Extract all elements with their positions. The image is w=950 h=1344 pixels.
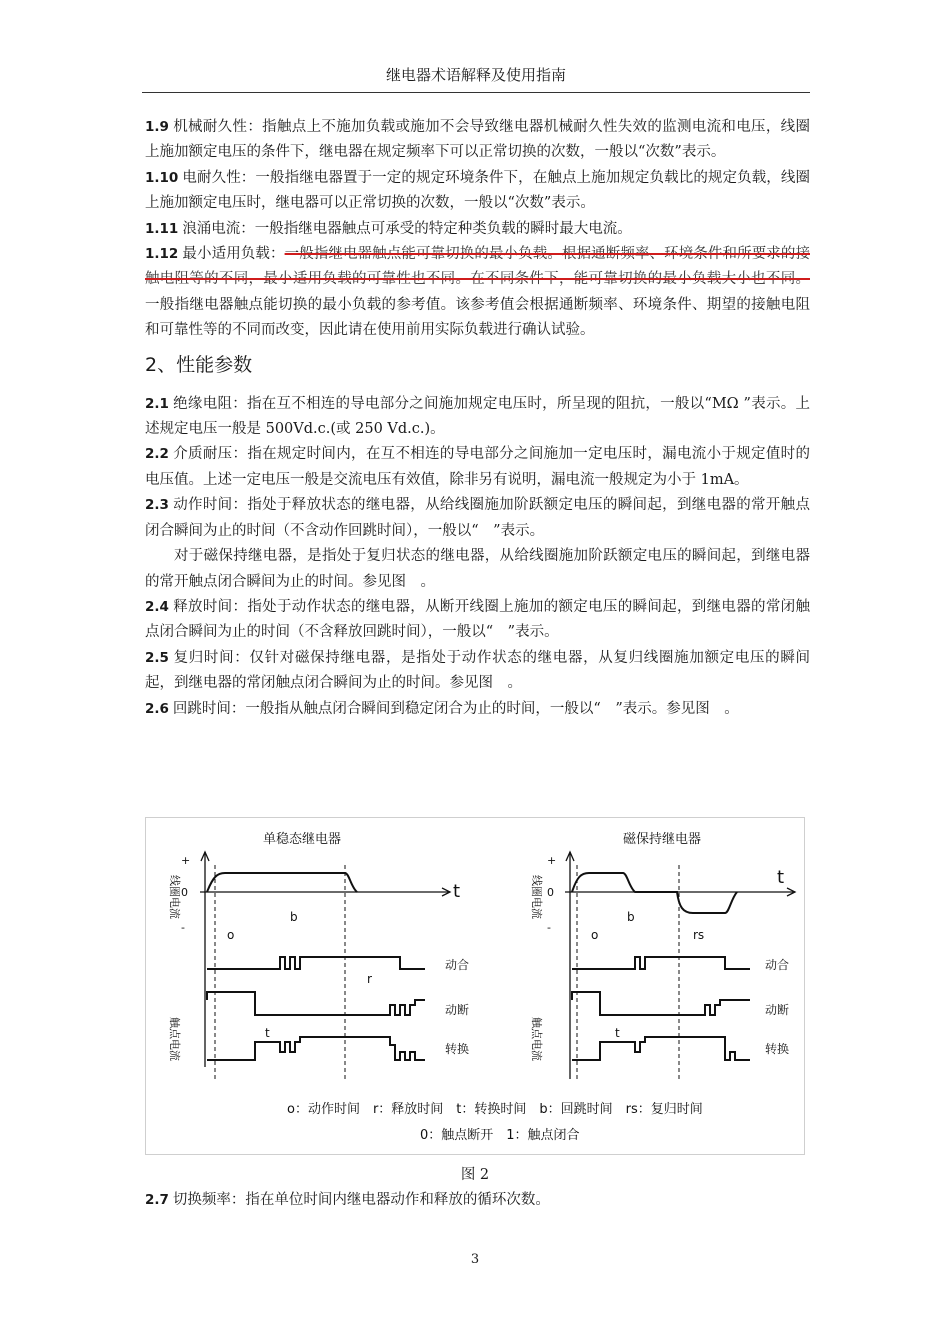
right-changeover-label: 转换 [765, 1042, 790, 1056]
left-b-label: b [290, 910, 298, 924]
para-text: 浪涌电流：一般指继电器触点可承受的特定种类负载的瞬时最大电流。 [182, 220, 632, 237]
para-number: 2.3 [145, 497, 169, 514]
right-minus-label: - [547, 921, 551, 934]
para-number: 2.4 [145, 598, 169, 615]
right-coil-current-label: 线圈电流 [530, 875, 543, 919]
para-1-12 [145, 242, 810, 344]
para-2-3 [145, 493, 810, 544]
title-monostable: 单稳态继电器 [263, 832, 342, 847]
para-2-2 [145, 442, 810, 493]
legend-contact-states: 0：触点断开 1：触点闭合 [420, 1128, 580, 1143]
para-number: 2.5 [145, 649, 169, 666]
left-changeover-label: 转换 [445, 1042, 470, 1056]
left-r-label: r [367, 972, 372, 986]
para-number: 2.7 [145, 1192, 169, 1208]
right-contact-current-label: 触点电流 [530, 1017, 543, 1061]
para-2-4 [145, 595, 810, 646]
right-break-label: 动断 [765, 1003, 790, 1017]
para-number: 1.10 [145, 169, 179, 186]
para-2-6 [145, 697, 810, 722]
right-rs-label: rs [693, 928, 705, 942]
para-number: 2.6 [145, 700, 169, 717]
document-body [145, 115, 810, 722]
section-title: 2、性能参数 [145, 353, 253, 376]
para-2-1 [145, 392, 810, 443]
para-number: 2.1 [145, 395, 169, 412]
left-o-label: o [227, 928, 235, 942]
para-1-11 [145, 217, 810, 242]
right-o-label: o [591, 928, 599, 942]
para-text: 绝缘电阻：指在互不相连的导电部分之间施加规定电压时，所呈现的阻抗，一般以“MΩ ”表示。上述规定电压一般是 500Vd.c.(或 250 Vd.c.)。 [145, 395, 810, 438]
para-1-9 [145, 115, 810, 166]
para-number: 1.11 [145, 220, 179, 237]
legend-times: o：动作时间 r：释放时间 t：转换时间 b：回跳时间 rs：复归时间 [287, 1102, 703, 1117]
timing-diagram-figure [145, 817, 805, 1155]
para-text: 复归时间：仅针对磁保持继电器，是指处于动作状态的继电器，从复归线圈施加额定电压的瞬间起，到继电器的常闭触点闭合瞬间为止的时间。参见图 。 [145, 649, 810, 692]
left-contact-current-label: 触点电流 [168, 1017, 181, 1061]
right-t-label: t [777, 867, 785, 888]
para-1-10 [145, 166, 810, 217]
right-zero-label: 0 [547, 886, 554, 899]
left-make-label: 动合 [445, 958, 470, 972]
left-minus-label: - [181, 921, 185, 934]
para-number: 1.12 [145, 246, 179, 263]
para-text: 机械耐久性：指触点上不施加负载或施加不会导致继电器机械耐久性失效的监测电流和电压，线圈上施加额定电压的条件下，继电器在规定频率下可以正常切换的次数，一般以“次数”表示。 [145, 119, 810, 161]
para-number: 1.9 [145, 119, 169, 135]
right-t-time-label: t [615, 1026, 620, 1040]
para-2-3-indent: 对于磁保持继电器，是指处于复归状态的继电器，从给线圈施加阶跃额定电压的瞬间起，到继电器的常开触点闭合瞬间为止的时间。参见图 。 [145, 548, 810, 590]
para-2-5 [145, 646, 810, 697]
para-text: 释放时间：指处于动作状态的继电器，从断开线圈上施加的额定电压的瞬间起，到继电器的常闭触点闭合瞬间为止的时间（不含释放回跳时间），一般以“ ”表示。 [145, 598, 810, 641]
para-2-7 [145, 1188, 810, 1213]
left-break-label: 动断 [445, 1003, 470, 1017]
para-text: 动作时间：指处于释放状态的继电器，从给线圈施加阶跃额定电压的瞬间起，到继电器的常开触点闭合瞬间为止的时间（不含动作回跳时间），一般以“ ”表示。 [145, 497, 810, 539]
left-plus-label: + [181, 854, 191, 867]
left-t-label: t [453, 881, 461, 902]
timing-diagram [145, 817, 805, 1155]
para-text: 电耐久性：一般指继电器置于一定的规定环境条件下，在触点上施加规定负载比的规定负载，线圈上施加额定电压时，继电器可以正常切换的次数，一般以“次数”表示。 [145, 169, 810, 212]
page-header: 继电器术语解释及使用指南 [385, 66, 566, 84]
para-text: 回跳时间：一般指从触点闭合瞬间到稳定闭合为止的时间，一般以“ ”表示。参见图 。 [172, 700, 739, 717]
right-make-label: 动合 [765, 958, 790, 972]
page-number: 3 [470, 1252, 480, 1267]
left-zero-label: 0 [181, 886, 188, 899]
left-t-time-label: t [265, 1026, 270, 1040]
para-number: 2.2 [145, 446, 169, 463]
left-coil-current-label: 线圈电流 [168, 875, 181, 919]
header-rule [142, 92, 810, 93]
right-plus-label: + [547, 854, 557, 867]
para-lead: 最小适用负载： [182, 246, 285, 263]
para-text: 介质耐压：指在规定时间内，在互不相连的导电部分之间施加一定电压时，漏电流小于规定值时的电压值。上述一定电压一般是交流电压有效值，除非另有说明，漏电流一般规定为小于 1mA。 [145, 446, 810, 488]
right-b-label: b [627, 910, 635, 924]
title-latching: 磁保持继电器 [623, 832, 702, 847]
struck-text: 一般指继电器触点能可靠切换的最小负载。根据通断频率、环境条件和所要求的接触电阻等的不同，最小适用负载的可靠性也不同。在不同条件下，能可靠切换的最小负载大小也不同。 [145, 246, 810, 288]
para-text: 一般指继电器触点能切换的最小负载的参考值。该参考值会根据通断频率、环境条件、期望的接触电阻和可靠性等的不同而改变，因此请在使用前用实际负载进行确认试验。 [145, 296, 810, 339]
figure-caption: 图 2 [460, 1167, 490, 1183]
para-text: 切换频率：指在单位时间内继电器动作和释放的循环次数。 [172, 1192, 550, 1208]
